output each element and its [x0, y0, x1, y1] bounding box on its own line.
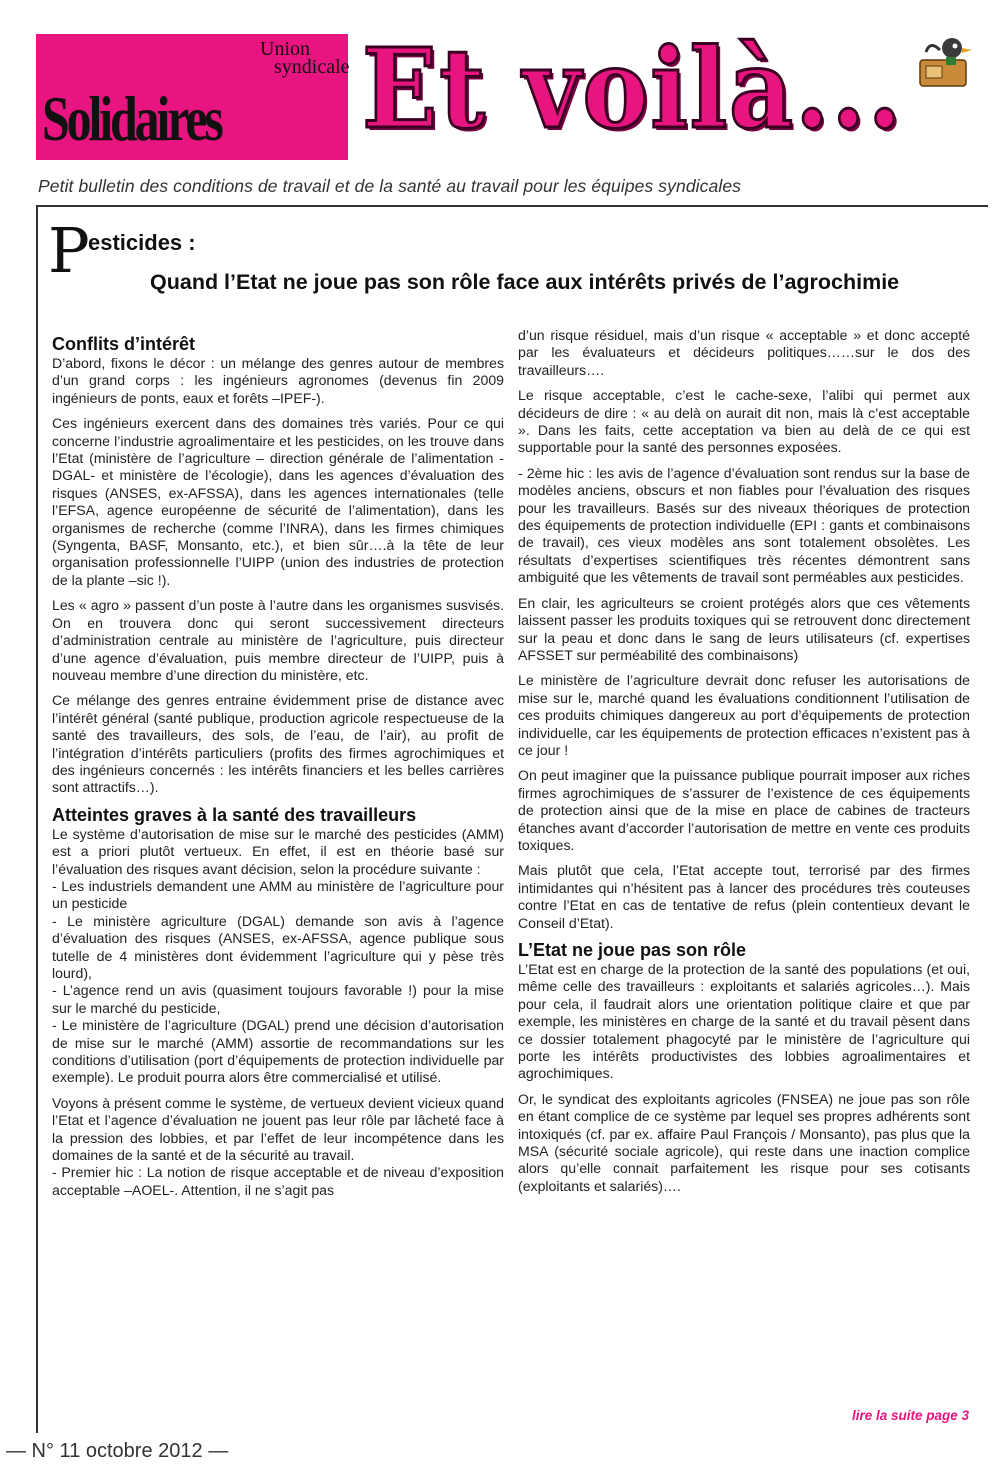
paragraph: En clair, les agriculteurs se croient protégés alors que ces vêtements laissent passer les produits toxiques qui se retrouvent donc directement sur la peau et donc dans le sang de leurs utilisateurs (cf. expertises AFSSET sur perméabilité des combinaisons)	[518, 594, 970, 663]
footer	[0, 1436, 1000, 1472]
paragraph: Voyons à présent comme le système, de vertueux devient vicieux quand l’Etat et l’agence d’évaluation ne jouent pas leur rôle par lâcheté face à la pression des lobbies, et par l’effet de leur incompétence dans les domaines de la santé et de la sécurité au travail. - Premier hic : La notion de risque acceptable et de niveau d’exposition acceptable –AOEL-. Attention, il ne s’agit pas	[52, 1094, 504, 1198]
masthead	[0, 0, 1000, 200]
paragraph: - 2ème hic : les avis de l’agence d’évaluation sont rendus sur la base de modèles anciens, obscurs et non fiables pour l’évaluation des risques pour les travailleurs. Basés sur des niveaux théoriques de protection des équipements de protection individuelle (EPI : gants et combinaisons de travail), ces vieux modèles ans sont totalement obsolètes. Les résultats d’expertises scientifiques très récentes démontrent sans ambiguité que les vêtements de travail sont perméables aux pesticides.	[518, 464, 970, 586]
article-column-right	[518, 327, 970, 1203]
logo-union-text	[260, 40, 350, 76]
paragraph: Le système d’autorisation de mise sur le marché des pesticides (AMM) est a priori plutôt vertueux. En effet, il est en théorie basé sur l’évaluation des risques avant décision, selon la procédure suivante : - Les industriels demandent une AMM au ministère de l’agriculture pour un pesticide - Le ministère agriculture (DGAL) demande son avis à l’agence d’évaluation des risques (ANSES, ex-AFSSA, agence publique sous tutelle de 4 ministères dont évidemment l’agriculture qui y pèse très lourd), - L’agence rend un avis (quasiment toujours favorable !) pour la mise sur le marché du pesticide, - Le ministère de l’agriculture (DGAL) prend une décision d’autorisation de mise sur le marché (AMM) assortie de recommandations sur les conditions d’utilisation (port d’équipements de protection individuelle par exemple). Le produit pourra alors être commercialisé et utilisé.	[52, 825, 504, 1086]
paragraph: Le ministère de l’agriculture devrait donc refuser les autorisations de mise sur le, marché quand les évaluations conditionnent l’utilisation de ces produits chimiques dangereux au port d’équipements de protection individuelle, car les équipements de protection efficaces n’existent pas à ce jour !	[518, 672, 970, 758]
kicker-initial: P	[48, 214, 90, 287]
logo-union-line1: Union	[260, 38, 310, 60]
paragraph: Mais plutôt que cela, l’Etat accepte tout, terrorisé par des firmes intimidantes qui n’hésitent pas à lancer des procédures très couteuses contre l’Etat en cas de tentative de refus (plein contentieux devant le Conseil d’Etat).	[518, 862, 970, 931]
bulletin-title: Et voilà...	[362, 24, 904, 153]
section-heading: Conflits d’intérêt	[52, 334, 195, 354]
article-kicker: esticides :	[88, 230, 196, 255]
paragraph: d’un risque résiduel, mais d’un risque « acceptable » et donc accepté par les évaluateurs et décideurs politiques……sur le dos des travailleurs….	[518, 327, 970, 378]
paragraph: Ce mélange des genres entraine évidemment prise de distance avec l’intérêt général (santé publique, production agricole respectueuse de la santé des travailleurs, des sols, de l’eau, de l’air), au profit de l’intégration d’intérêts particuliers (profits des firmes agrochimiques et des ingénieurs concernés : les intérêts financiers et les belles carrières sont attractifs…).	[52, 692, 504, 796]
logo-org-name: Solidaires	[42, 83, 221, 154]
article-headline: Quand l’Etat ne joue pas son rôle face aux intérêts privés de l’agrochimie	[150, 270, 900, 294]
paragraph: Ces ingénieurs exercent dans des domaines très variés. Pour ce qui concerne l’industrie agroalimentaire et les pesticides, on les trouve dans l’Etat (ministère de l’agriculture – direction générale de l’alimentation -DGAL- et ministère de l’écologie), dans les agences d’évaluation des risques (ANSES, ex-AFSSA), dans les agences internationales (telle l’EFSA, agence européenne de sécurité de l’alimentation), dans les organismes de recherche (comme l’INRA), dans les firmes chimiques (Syngenta, BASF, Monsanto, etc.), et bien sûr….à la tête de leur organisation professionnelle l’UIPP (union des industries de protection de la plante –sic !).	[52, 415, 504, 588]
paragraph: D’abord, fixons le décor : un mélange des genres autour de membres d’un grand corps : les ingénieurs agronomes (devenus fin 2009 ingénieurs de ponts, eaux et forêts –IPEF-).	[52, 355, 504, 406]
issue-info: — N° 11 octobre 2012 —	[6, 1440, 229, 1462]
solidaires-logo	[36, 34, 348, 160]
paragraph: Les « agro » passent d’un poste à l’autre dans les organismes susvisés. On en trouvera donc qui seront successivement directeurs d’administration centrale au ministère de l’agriculture, puis directeur d’une agence d’évaluation, puis membre directeur de l’UIPP, puis à nouveau membre d’une direction du ministère, etc.	[52, 597, 504, 683]
continued-link[interactable]: lire la suite page 3	[852, 1408, 970, 1423]
bulletin-subtitle: Petit bulletin des conditions de travail et de la santé au travail pour les équipes syndicales	[38, 176, 742, 196]
article-column-left	[52, 330, 504, 1207]
paragraph: Or, le syndicat des exploitants agricoles (FNSEA) ne joue pas son rôle en étant complice de ce système par lequel ses propres adhérents sont intoxiqués (cf. par ex. affaire Paul François / Monsanto), pas plus que la MSA (sécurité sociale agricole), qui reste dans une inaction complice alors qu’elle connait parfaitement les risque pour ses cotisants (exploitants et salariés)….	[518, 1090, 970, 1194]
logo-union-line2: syndicale	[274, 56, 350, 78]
bird-illustration-icon	[912, 30, 974, 92]
section-heading: L’Etat ne joue pas son rôle	[518, 940, 747, 960]
paragraph: On peut imaginer que la puissance publique pourrait imposer aux riches firmes agrochimiques de s’assurer de l’existence de ces équipements de protection ainsi que de la mise en place de cabines de tracteurs étanches avant d’accorder l’autorisation de mettre en vente ces produits toxiques.	[518, 767, 970, 853]
section-heading: Atteintes graves à la santé des travailleurs	[52, 804, 417, 825]
paragraph: L’Etat est en charge de la protection de la santé des populations (et oui, même celle des travailleurs : exploitants et salariés agricoles…). Mais pour cela, il faudrait alors une orientation politique claire et que par exemple, les ministères en charge de la santé et du travail pèsent dans ce dossier totalement phagocyté par le ministère de l’agriculture qui porte les intérêts productivistes des lobbies agroalimentaires et agrochimiques.	[518, 961, 970, 1082]
paragraph: Le risque acceptable, c’est le cache-sexe, l’alibi qui permet aux décideurs de dire : « au delà on aurait dit non, mais là c’est acceptable ». Dans les faits, cette acceptation va bien au delà de ce qui est supportable pour la santé des personnes exposées.	[518, 387, 970, 456]
